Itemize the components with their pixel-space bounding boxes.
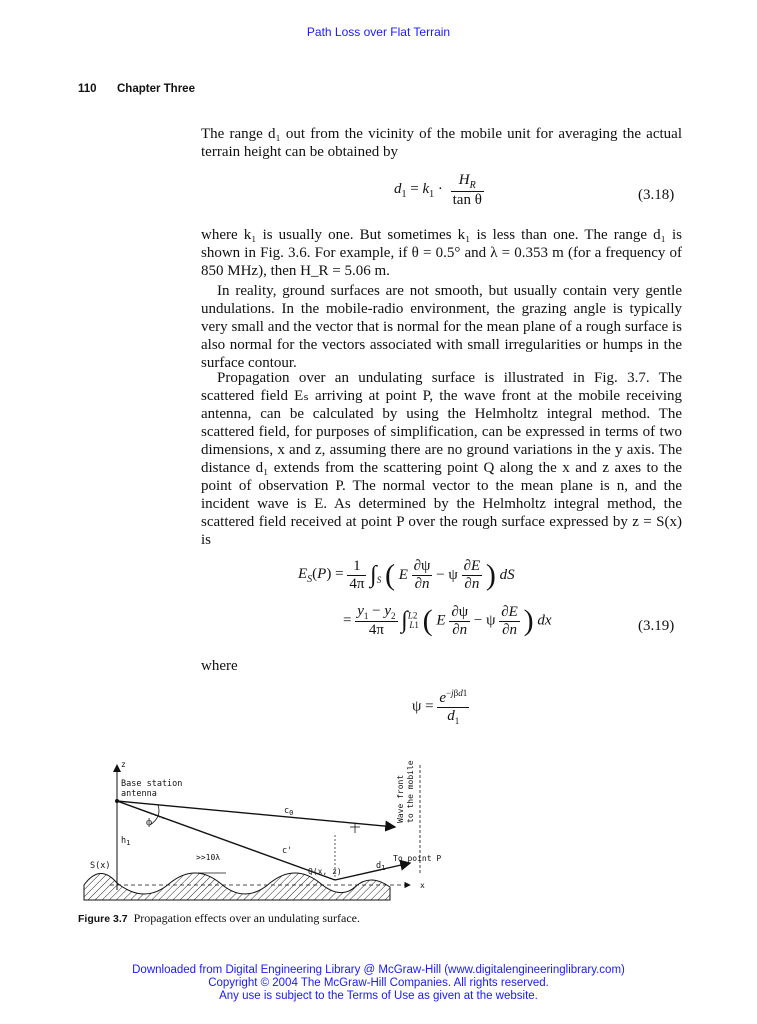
- reflected-ray: [117, 801, 335, 880]
- footer-download-line[interactable]: Downloaded from Digital Engineering Library @ McGraw-Hill (www.digitalengineeringlibrary.com): [132, 964, 625, 976]
- c0-label-sub: 0: [289, 809, 294, 817]
- c0-label-letter: c: [284, 806, 290, 816]
- paragraph-3: [201, 282, 682, 372]
- running-title: Path Loss over Flat Terrain: [306, 25, 451, 39]
- paragraph-2: [201, 226, 682, 280]
- figure-3-7-diagram: [70, 755, 450, 905]
- figure-label: Figure 3.7: [78, 913, 128, 925]
- antenna-label: antenna: [121, 789, 157, 799]
- footer-terms-line[interactable]: Any use is subject to the Terms of Use as given at the website.: [219, 990, 538, 1002]
- z-axis-label: z: [121, 760, 126, 769]
- d1-label: [376, 861, 385, 872]
- equation-3-18: $d_1 = k_1$ · $\frac{H_R}{\text{tan θ}}$: [394, 172, 482, 208]
- paragraph-2-text: where k₁ is usually one. But sometimes k₁ is less than one. The range d₁ is shown in Fig. 3.6. For example, if θ = 0.5° and λ = 0.353 m (for a frequency of 850 MHz), then H_R = 5.06 m.: [201, 227, 682, 279]
- equation-3-19-line-2: = $\frac{y_1 - y_2}{4\pi}$ ∫$^{L2}_{L1}$ ( E $\frac{\partial\psi}{\partial n}$ − ψ $\frac{\partial E}{\partial n}$ ) dx: [343, 603, 552, 638]
- where-label: where: [201, 658, 238, 674]
- q-point-label: Q(x, z): [308, 867, 342, 876]
- figure-caption: [78, 911, 360, 926]
- surface-label: S(x): [90, 861, 111, 871]
- d1-label-letter: d: [376, 861, 382, 871]
- footer-copyright-line: Copyright © 2004 The McGraw-Hill Companies. All rights reserved.: [208, 977, 549, 989]
- scattered-ray: [335, 863, 410, 880]
- x-axis-label: x: [420, 881, 425, 890]
- figure-caption-text: Propagation effects over an undulating surface.: [133, 911, 360, 925]
- paragraph-1-text: The range d₁ out from the vicinity of the mobile unit for averaging the actual terrain height can be obtained by: [201, 126, 682, 160]
- page-number: 110: [78, 83, 97, 95]
- undulating-surface: [84, 873, 390, 900]
- wave-front-line2: to the mobile: [406, 760, 415, 823]
- base-station-label: Base station: [121, 779, 183, 789]
- to-point-p-label: To point P: [393, 854, 442, 863]
- h1-label-letter: h: [121, 836, 127, 846]
- paragraph-3-text: In reality, ground surfaces are not smooth, but usually contain very gentle undulations. In the mobile-radio environment, the grazing angle is typically very small and the vector that is normal for the mean plane of a rough surface is also normal for the vectors associated with small irregularities or humps in the surface contour.: [201, 283, 682, 371]
- h1-label: [121, 836, 130, 847]
- equation-psi: ψ = $\frac{e^{-j\beta d1}}{d_1}$: [412, 688, 468, 726]
- phi-label: ϕ: [146, 818, 153, 828]
- c0-label: [284, 806, 293, 817]
- h1-label-sub: 1: [126, 839, 131, 847]
- equation-number-3-18: (3.18): [638, 187, 675, 203]
- c-prime-label: c': [282, 846, 293, 856]
- chapter-label: Chapter Three: [117, 83, 195, 95]
- spacing-label: >>10λ: [196, 853, 221, 862]
- paragraph-1: [201, 125, 682, 161]
- d1-label-sub: 1: [381, 864, 386, 872]
- wave-front-line1: Wave front: [396, 774, 405, 823]
- equation-number-3-19: (3.19): [638, 618, 675, 634]
- wave-front-label: [396, 760, 415, 823]
- equation-3-19-line-1: $E_S(P)$ = $\frac{1}{4\pi}$ $\int_S$ ( E $\frac{\partial\psi}{\partial n}$ − ψ $\frac{\partial E}{\partial n}$ ) dS: [298, 558, 515, 592]
- paragraph-4: [201, 369, 682, 549]
- paragraph-4-text: Propagation over an undulating surface is illustrated in Fig. 3.7. The scattered field Eₛ arriving at point P, the wave front at the mobile receiving antenna, can be calculated by using the Helmholtz integral method. The scattered field, for purposes of simplification, can be expressed in terms of two dimensions, x and z, assuming there are no ground variations in the y axis. The distance d₁ extends from the scattering point Q along the x and z axes to the point of observation P. The normal vector to the mean plane is n, and the incident wave is E. As determined by the Helmholtz integral method, the scattered field received at point P over the rough surface expressed by z = S(x) is: [201, 370, 682, 548]
